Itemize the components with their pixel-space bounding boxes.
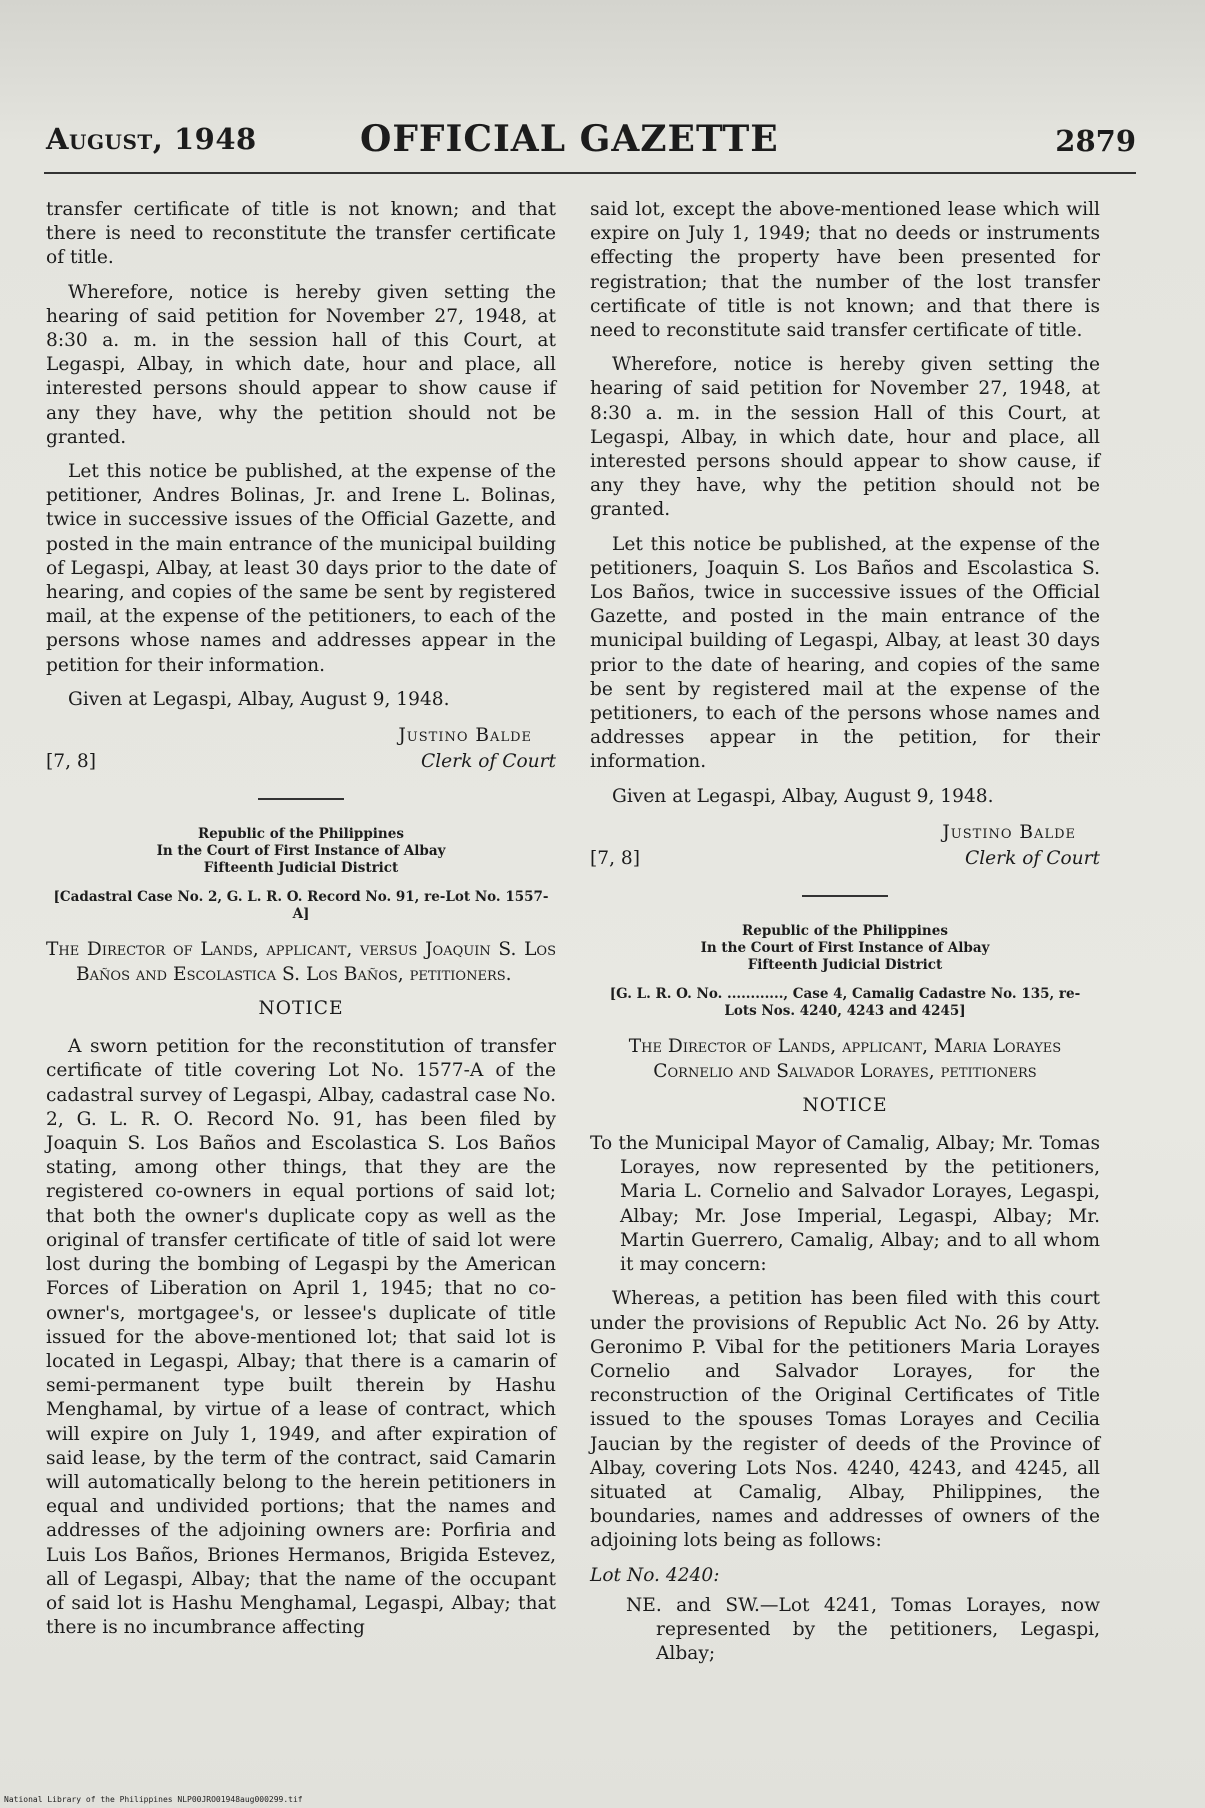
notice-heading: NOTICE [802,1094,888,1116]
court-heading [46,826,556,877]
lot-boundary: NE. and SW.—Lot 4241, Tomas Lorayes, now represented by the petitioners, Legaspi, Albay; [626,1594,1100,1665]
court-line: Republic of the Philippines [198,826,404,843]
addressee: To the Municipal Mayor of Camalig, Albay; Mr. Tomas Lorayes, now represented by the petitioners, Maria L. Cornelio and Salvador Lorayes, Legaspi, Albay; Mr. Jose Imperial, Legaspi, Albay; Mr. Martin Guerrero, Camalig, Albay; and to all whom it may concern: [590,1133,1100,1276]
signatory-title: Clerk of Court [965,847,1100,869]
given-line: Given at Legaspi, Albay, August 9, 1948. [68,688,450,710]
left-column [46,198,556,1650]
paragraph: Whereas, a petition has been filed with this court under the provisions of Republic Act No. 26 by Atty. Geronimo P. Vibal for the petitioners Maria Lorayes Cornelio and Salvador Lorayes, for the reconstruction of the Original Certificates of Title issued to the spouses Tomas Lorayes and Cecilia Jaucian by the register of deeds of the Province of Albay, covering Lots Nos. 4240, 4243, and 4245, all situated at Camalig, Albay, Philippines, the boundaries, names and addresses of owners of the adjoining lots being as follows: [590,1288,1100,1552]
signatory-name: Justino Balde [942,821,1076,843]
paragraph: transfer certificate of title is not known; and that there is need to reconstitute the transfer certificate of title. [46,199,556,269]
paragraph: Let this notice be published, at the expense of the petitioner, Andres Bolinas, Jr. and Irene L. Bolinas, twice in successive issues of the Official Gazette, and posted in the main entrance of the municipal building of Legaspi, Albay, at least 30 days prior to the date of hearing, and copies of the same be sent by registered mail, at the expense of the petitioners, to each of the persons whose names and addresses appear in the petition for their information. [46,461,556,676]
case-parties: The Director of Lands, applicant, Maria Lorayes Cornelio and Salvador Lorayes, petitioners [628,1035,1062,1082]
case-reference: [Cadastral Case No. 2, G. L. R. O. Record No. 91, re-Lot No. 1557-A] [53,889,549,923]
given-line: Given at Legaspi, Albay, August 9, 1948. [612,785,994,807]
lot-heading: Lot No. 4240: [590,1564,720,1586]
court-line: Republic of the Philippines [742,922,948,939]
court-heading [590,923,1100,974]
case-parties: The Director of Lands, applicant, versus Joaquin S. Los Baños and Escolastica S. Los Baños, petitioners. [46,939,556,986]
paragraph: A sworn petition for the reconstitution of transfer certificate of title covering Lot No. 1577-A of the cadastral survey of Legaspi, Albay, cadastral case No. 2, G. L. R. O. Record No. 91, has been filed by Joaquin S. Los Baños and Escolastica S. Los Baños stating, among other things, that they are the registered co-owners in equal portions of said lot; that both the owner's duplicate copy as well as the original of transfer certificate of title of said lot were lost during the bombing of Legaspi by the American Forces of Liberation on April 1, 1945; that no co-owner's, mortgagee's, or lessee's duplicate of title issued for the above-mentioned lot; that said lot is located in Legaspi, Albay; that there is a camarin of semi-permanent type built therein by Hashu Menghamal, by virtue of a lease of contract, which will expire on July 1, 1949, and after expiration of said lease, by the term of the contract, said Camarin will automatically belong to the herein petitioners in equal and undivided portions; that the names and addresses of the adjoining owners are: Porfiria and Luis Los Baños, Briones Hermanos, Brigida Estevez, all of Legaspi, Albay; that the name of the occupant of said lot is Hashu Menghamal, Legaspi, Albay; that there is no incumbrance affecting [46,1036,556,1639]
paragraph: said lot, except the above-mentioned lease which will expire on July 1, 1949; that no deeds or instruments effecting the property have been presented for registration; that the number of the lost transfer certificate of title is not known; and that there is need to reconstitute said transfer certificate of title. [590,199,1100,342]
right-column [590,198,1100,1676]
issue-numbers: [7, 8] [46,751,96,773]
issue-numbers: [7, 8] [590,847,640,869]
signature-block [46,724,556,780]
scan-footer: National Library of the Philippines NLP00JRO01948aug000299.tif [4,1795,303,1804]
page-number: 2879 [1055,124,1136,158]
court-line: Fifteenth Judicial District [747,956,943,973]
signature-block [590,821,1100,877]
paragraph: Wherefore, notice is hereby given setting the hearing of said petition for November 27, 1948, at 8:30 a. m. in the session hall of this Court, at Legaspi, Albay, in which date, hour and place, all interested persons should appear to show cause if any they have, why the petition should not be granted. [46,281,556,448]
publication-title: OFFICIAL GAZETTE [360,118,779,160]
signatory-name: Justino Balde [398,725,532,747]
section-divider [802,895,888,897]
paragraph: Let this notice be published, at the expense of the petitioners, Joaquin S. Los Baños and Escolastica S. Los Baños, twice in successive issues of the Official Gazette, and posted in the main entrance of the municipal building of Legaspi, Albay, at least 30 days prior to the date of hearing, and copies of the same be sent by registered mail at the expense of the petitioners, to each of the persons whose names and addresses appear in the petition, for their information. [590,533,1100,773]
case-reference: [G. L. R. O. No. ............, Case 4, Camalig Cadastre No. 135, re-Lots Nos. 4240, 4243 and 4245] [609,985,1081,1019]
issue-date: August, 1948 [46,122,257,156]
section-divider [258,798,344,800]
court-line: In the Court of First Instance of Albay [156,843,446,860]
signatory-title: Clerk of Court [421,751,556,773]
paragraph: Wherefore, notice is hereby given setting the hearing of said petition for November 27, 1948, at 8:30 a. m. in the session Hall of this Court, at Legaspi, Albay, in which date, hour and place, all interested persons should appear to show cause, if any they have, why the petition should not be granted. [590,354,1100,521]
header-rule [44,172,1136,174]
notice-heading: NOTICE [258,998,344,1020]
page-header [46,118,1136,164]
court-line: In the Court of First Instance of Albay [700,939,990,956]
court-line: Fifteenth Judicial District [203,860,399,877]
